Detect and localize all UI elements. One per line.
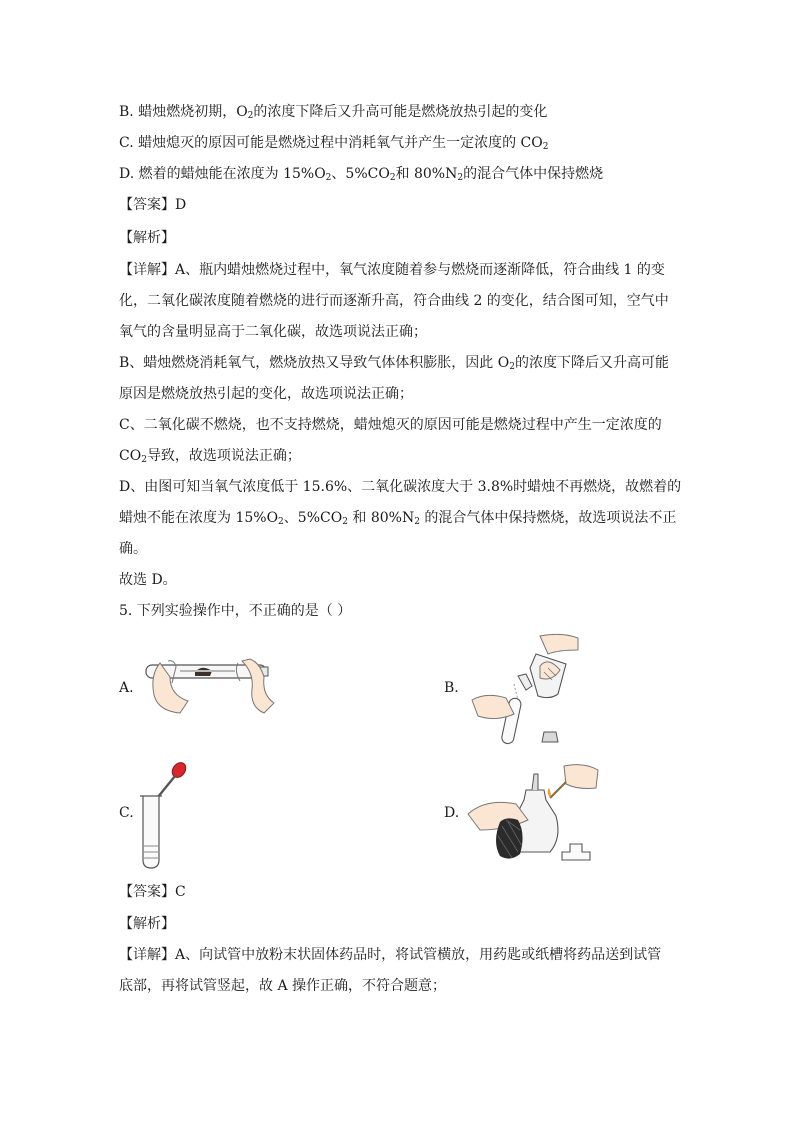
figure-a-test-tube-horizontal	[140, 655, 290, 717]
answer-heading-2: 【答案】C	[119, 884, 186, 900]
text: 和 80%N	[347, 510, 415, 526]
subscript: 2	[141, 455, 147, 465]
text: 的混合气体中保持燃烧	[463, 166, 604, 182]
subscript: 2	[247, 111, 254, 121]
subscript: 2	[509, 362, 515, 372]
detail-line: 【详解】A、向试管中放粉末状固体药品时，将试管横放，用药匙或纸槽将药品送到试管	[119, 947, 662, 963]
choice-d-label: D.	[444, 805, 460, 821]
text: 和 80%N	[395, 166, 458, 182]
figure-b-pouring-reagent	[466, 628, 586, 748]
analysis-heading-1: 【解析】	[119, 230, 175, 246]
choice-a-label: A.	[119, 680, 134, 696]
text: 、5%CO	[283, 510, 343, 526]
text: 导致，故选项说法正确；	[146, 448, 301, 464]
detail-line	[119, 446, 301, 466]
subscript: 2	[278, 517, 284, 527]
text: D. 燃着的蜡烛能在浓度为 15%O	[119, 166, 326, 182]
text: 的浓度下降后又升高可能是燃烧放热引起的变化	[253, 104, 548, 120]
detail-line: 化，二氧化碳浓度随着燃烧的进行而逐渐升高，符合曲线 2 的变化，结合图可知，空气中	[119, 293, 669, 309]
analysis-heading-2: 【解析】	[119, 916, 175, 932]
subscript: 2	[542, 142, 549, 152]
subscript: 2	[414, 517, 420, 527]
text: CO	[119, 448, 142, 464]
figure-c-dropper-in-tube	[135, 760, 195, 870]
text: B、蜡烛燃烧消耗氧气，燃烧放热又导致气体体积膨胀，因此 O	[119, 355, 510, 371]
text: 的混合气体中保持燃烧，故选项说法不正	[419, 510, 677, 526]
text: 蜡烛不能在浓度为 15%O	[119, 510, 279, 526]
detail-line	[119, 508, 676, 528]
option-b-prev	[119, 102, 547, 122]
subscript: 2	[457, 173, 464, 183]
detail-line: C、二氧化碳不燃烧，也不支持燃烧，蜡烛熄灭的原因可能是燃烧过程中产生一定浓度的	[119, 417, 662, 433]
text: 的浓度下降后又升高可能	[514, 355, 669, 371]
option-c-prev	[119, 133, 549, 153]
subscript: 2	[342, 517, 348, 527]
answer-heading-1: 【答案】D	[119, 197, 187, 213]
text: C. 蜡烛熄灭的原因可能是燃烧过程中消耗氧气并产生一定浓度的 CO	[119, 135, 543, 151]
detail-line: 底部，再将试管竖起，故 A 操作正确，不符合题意；	[119, 978, 447, 994]
detail-line: 原因是燃烧放热引起的变化，故选项说法正确；	[119, 386, 413, 402]
figure-d-alcohol-lamp	[466, 760, 606, 870]
detail-line: 故选 D。	[119, 572, 177, 588]
subscript: 2	[325, 173, 332, 183]
question-5: 5. 下列实验操作中，不正确的是（ ）	[119, 603, 352, 619]
detail-line: D、由图可知当氧气浓度低于 15.6%、二氧化碳浓度大于 3.8%时蜡烛不再燃烧，故燃着的	[119, 479, 682, 495]
detail-line: 氧气的含量明显高于二氧化碳，故选项说法正确；	[119, 324, 427, 340]
choice-b-label: B.	[444, 680, 459, 696]
detail-line: 【详解】A、瓶内蜡烛燃烧过程中，氧气浓度随着参与燃烧而逐渐降低，符合曲线 1 的变	[119, 262, 665, 278]
choice-c-label: C.	[119, 805, 134, 821]
subscript: 2	[389, 173, 396, 183]
text: B. 蜡烛燃烧初期，O	[119, 104, 248, 120]
option-d-prev	[119, 164, 603, 184]
text: 、5%CO	[331, 166, 390, 182]
detail-line: 确。	[119, 541, 147, 557]
detail-line	[119, 353, 669, 373]
